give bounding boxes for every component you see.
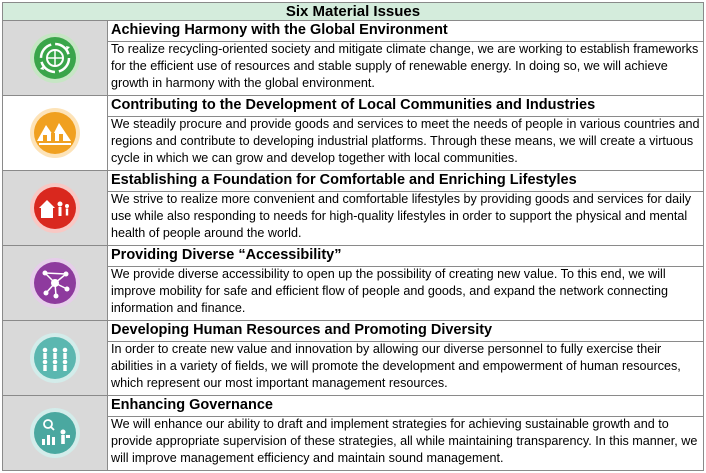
issue-description: We steadily procure and provide goods and services to meet the needs of people in various countries and regions and contribute to developing industrial platforms. Through these means, we will create a virtuous cycle in which we can grow and develop together with local communities. — [111, 117, 700, 166]
issue-icon-cell — [3, 171, 108, 245]
community-industry-icon — [29, 107, 81, 159]
issue-icon-cell — [3, 321, 108, 395]
governance-icon — [29, 407, 81, 459]
issue-icon-cell — [3, 96, 108, 170]
issue-description: In order to create new value and innovation by allowing our diverse personnel to fully exercise their abilities in a variety of fields, we will promote the development and empowerment of human resources, which represent our most important management resources. — [111, 342, 681, 391]
issue-row-communities — [2, 96, 704, 171]
issue-heading: Developing Human Resources and Promoting Diversity — [107, 321, 703, 342]
issue-description: We will enhance our ability to draft and implement strategies for achieving sustainable growth and to provide appropriate supervision of these strategies, all while maintaining transparency. In this manner, we will improve management efficiency and maintain sound management. — [111, 417, 698, 466]
issue-row-accessibility — [2, 246, 704, 321]
issue-heading: Establishing a Foundation for Comfortable and Enriching Lifestyles — [107, 171, 703, 192]
issue-row-lifestyles — [2, 171, 704, 246]
issue-heading: Contributing to the Development of Local Communities and Industries — [107, 96, 703, 117]
home-family-icon — [29, 182, 81, 234]
network-icon — [29, 257, 81, 309]
people-icon — [29, 332, 81, 384]
issue-description: We strive to realize more convenient and comfortable lifestyles by providing goods and services for daily use while also responding to needs for high-quality lifestyles in order to support the physical and mental health of people around the world. — [111, 192, 692, 241]
table-title: Six Material Issues — [2, 2, 704, 21]
issue-row-human-resources — [2, 321, 704, 396]
issue-description: We provide diverse accessibility to open up the possibility of creating new value. To this end, we will improve mobility for safe and efficient flow of people and goods, and expand the network connecting information and finance. — [111, 267, 669, 316]
issue-icon-cell — [3, 21, 108, 95]
issue-row-environment — [2, 21, 704, 96]
issue-heading: Achieving Harmony with the Global Environment — [107, 21, 703, 42]
globe-recycle-icon — [29, 32, 81, 84]
issue-row-governance — [2, 396, 704, 471]
issue-icon-cell — [3, 246, 108, 320]
issue-heading: Providing Diverse “Accessibility” — [107, 246, 703, 267]
issue-icon-cell — [3, 396, 108, 470]
issue-heading: Enhancing Governance — [107, 396, 703, 417]
issue-description: To realize recycling-oriented society and mitigate climate change, we are working to establish frameworks for the efficient use of resources and stable supply of renewable energy. In doing so, we will achieve growth in harmony with the global environment. — [111, 42, 699, 91]
